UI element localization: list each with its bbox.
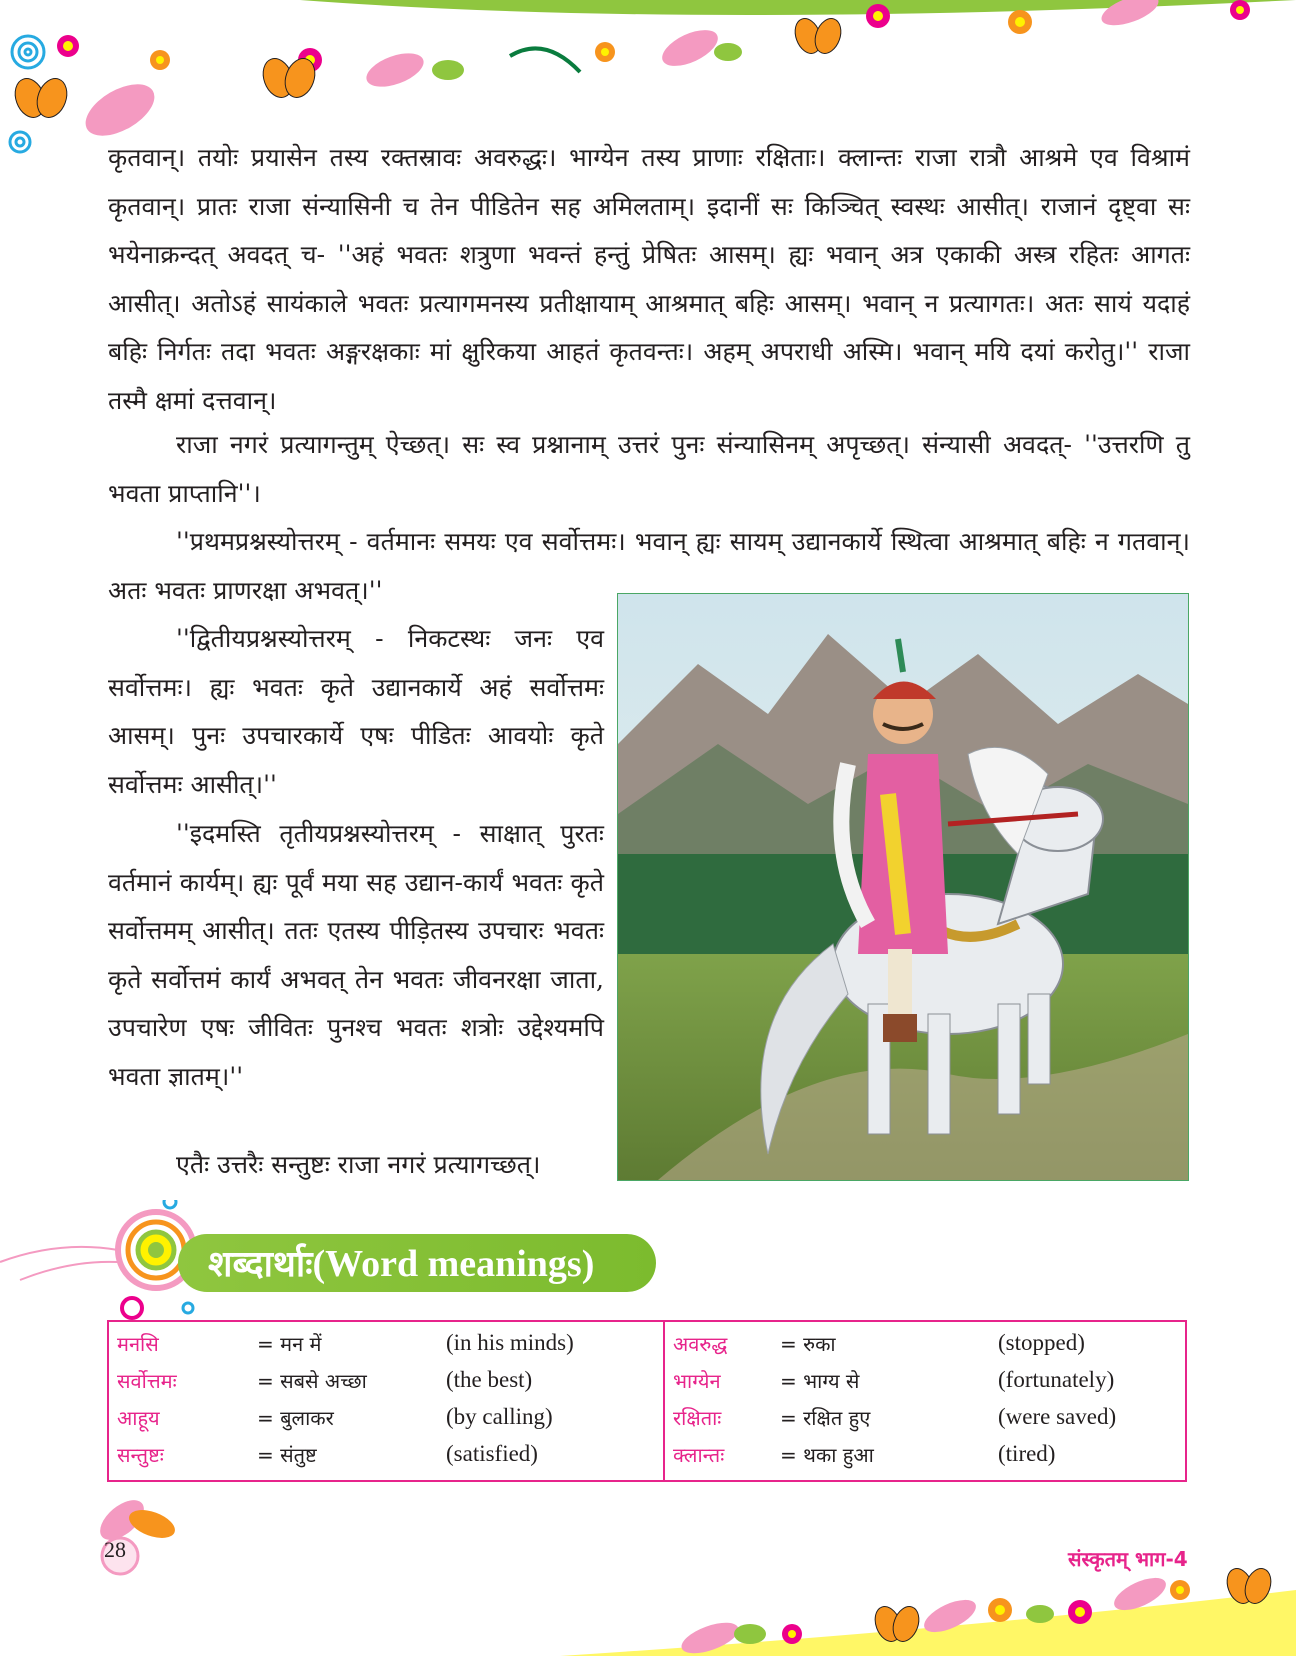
- table-row: [673, 1367, 1181, 1404]
- hindi-meaning: = रक्षित हुए: [780, 1406, 871, 1430]
- table-row: [673, 1441, 1181, 1478]
- word-meanings-heading: [208, 1238, 594, 1287]
- english-meaning: (fortunately): [998, 1367, 1115, 1392]
- answer-paragraph-3: ''इदमस्ति तृतीयप्रश्नस्योत्तरम् - साक्षात् पुरतः वर्तमानं कार्यम्। ह्यः पूर्वं मया सह उद्यान-कार्यं भवतः कृते सर्वोत्तमम् आसीत्। ततः एतस्य पीड़ितस्य उपचारः भवतः कृते सर्वोत्तमं कार्यं अभवत् तेन भवतः जीवनरक्षा जाता, उपचारेण एषः जीवितः पुनश्च भवतः शत्रोः उद्देश्यमपि भवता ज्ञातम्।'': [108, 819, 604, 1091]
- answer-paragraph-2: ''द्वितीयप्रश्नस्योत्तरम् - निकटस्थः जनः एव सर्वोत्तमः। ह्यः भवतः कृते उद्यानकार्ये अहं सर्वोत्तमः आसम्। पुनः उपचारकार्ये एषः पीडितः आवयोः कृते सर्वोत्तमः आसीत्।'': [108, 624, 604, 799]
- page-number: 28: [104, 1537, 126, 1562]
- table-divider: [663, 1320, 665, 1482]
- english-meaning: (by calling): [446, 1404, 553, 1429]
- hindi-meaning: = रुका: [780, 1332, 836, 1356]
- sanskrit-word: सन्तुष्टः: [117, 1443, 164, 1467]
- english-meaning: (in his minds): [446, 1330, 574, 1355]
- book-title: संस्कृतम् भाग-4: [1068, 1547, 1188, 1571]
- english-meaning: (stopped): [998, 1330, 1085, 1355]
- heading-sanskrit: शब्दार्थाः: [208, 1244, 313, 1285]
- answer-paragraph-1: ''प्रथमप्रश्नस्योत्तरम् - वर्तमानः समयः एव सर्वोत्तमः। भवान् ह्यः सायम् उद्यानकार्ये स्थित्वा आश्रमात् बहिः न गतवान्। अतः भवतः प्राणरक्षा अभवत्।'': [108, 527, 1190, 605]
- heading-english: (Word meanings): [312, 1243, 595, 1285]
- bottom-decoration-border: [560, 1530, 1296, 1656]
- hindi-meaning: = बुलाकर: [257, 1406, 334, 1430]
- english-meaning: (tired): [998, 1441, 1056, 1466]
- sanskrit-word: भाग्येन: [673, 1369, 721, 1393]
- sanskrit-word: अवरुद्ध: [673, 1332, 728, 1356]
- table-row: [673, 1330, 1181, 1367]
- english-meaning: (satisfied): [446, 1441, 538, 1466]
- sanskrit-word: रक्षिताः: [673, 1406, 722, 1430]
- sanskrit-word: आहूय: [117, 1406, 160, 1430]
- table-row: [117, 1330, 657, 1367]
- hindi-meaning: = भाग्य से: [780, 1369, 860, 1393]
- table-row: [673, 1404, 1181, 1441]
- hindi-meaning: = मन में: [257, 1332, 322, 1356]
- hindi-meaning: = सबसे अच्छा: [257, 1369, 367, 1393]
- sanskrit-word: सर्वोत्तमः: [117, 1369, 177, 1393]
- hindi-meaning: = संतुष्ट: [257, 1443, 317, 1467]
- king-on-horse-illustration: [617, 593, 1189, 1181]
- story-paragraph-1: कृतवान्। तयोः प्रयासेन तस्य रक्तस्रावः अवरुद्धः। भाग्येन तस्य प्राणाः रक्षिताः। क्लान्तः राजा रात्रौ आश्रमे एव विश्रामं कृतवान्। प्रातः राजा संन्यासिनी च तेन पीडितेन सह अमिलताम्। इदानीं सः किञ्चित् स्वस्थः आसीत्। राजानं दृष्ट्वा सः भयेनाक्रन्दत् अवदत् च- ''अहं भवतः शत्रुणा भवन्तं हन्तुं प्रेषितः आसम्। ह्यः भवान् अत्र एकाकी अस्त्र रहितः आगतः आसीत्। अतोऽहं सायंकाले भवतः प्रत्यागमनस्य प्रतीक्षायाम् आश्रमात् बहिः आसम्। भवान् न प्रत्यागतः। अतः सायं यदाहं बहिः निर्गतः तदा भवतः अङ्गरक्षकाः मां क्षुरिकया आहतं कृतवन्तः। अहम् अपराधी अस्मि। भवान् मयि दयां करोतु।'' राजा तस्मै क्षमां दत्तवान्।: [108, 143, 1190, 415]
- hindi-meaning: = थका हुआ: [780, 1443, 874, 1467]
- table-row: [117, 1441, 657, 1478]
- english-meaning: (the best): [446, 1367, 533, 1392]
- story-conclusion: एतैः उत्तरैः सन्तुष्टः राजा नगरं प्रत्यागच्छत्।: [176, 1150, 541, 1179]
- table-row: [117, 1367, 657, 1404]
- table-row: [117, 1404, 657, 1441]
- flower-icon: [92, 1490, 182, 1580]
- sanskrit-word: क्लान्तः: [673, 1443, 725, 1467]
- english-meaning: (were saved): [998, 1404, 1117, 1429]
- story-paragraph-2: राजा नगरं प्रत्यागन्तुम् ऐच्छत्। सः स्व प्रश्नानाम् उत्तरं पुनः संन्यासिनम् अपृच्छत्। संन्यासी अवदत्- ''उत्तरणि तु भवता प्राप्तानि''।: [108, 430, 1190, 508]
- sanskrit-word: मनसि: [117, 1332, 159, 1356]
